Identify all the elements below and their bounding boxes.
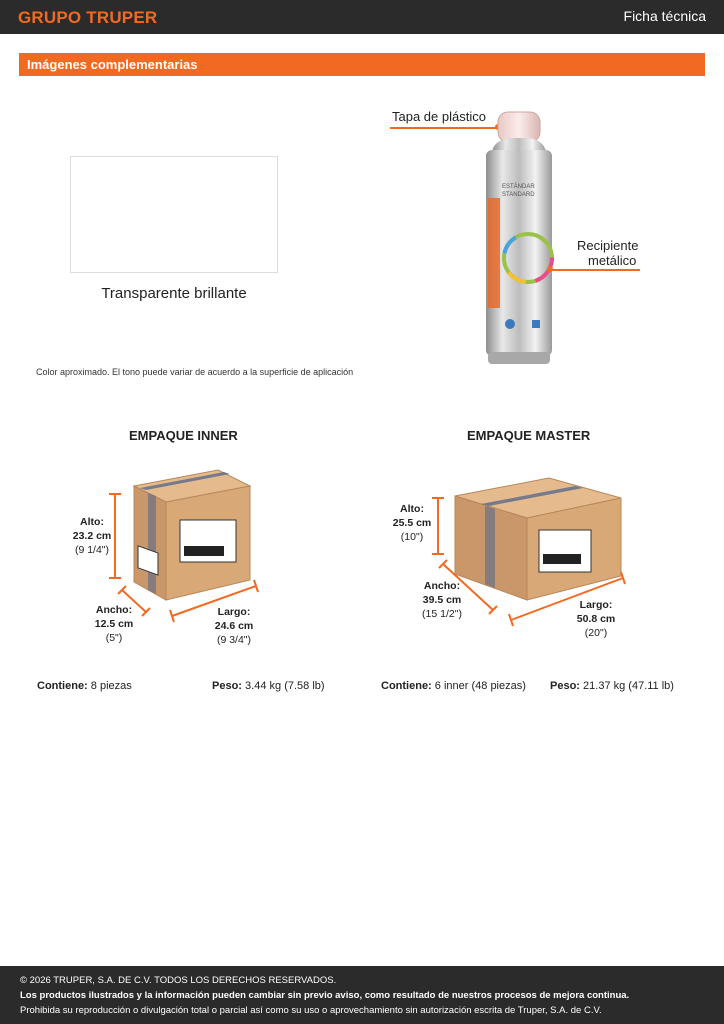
section-title: Imágenes complementarias	[27, 57, 198, 72]
inner-pack-title: EMPAQUE INNER	[129, 428, 238, 443]
master-weight-kg: 21.37 kg	[583, 680, 626, 692]
inner-weight-lb: (7.58 lb)	[284, 680, 325, 692]
master-weight-lb: (47.11 lb)	[628, 680, 674, 692]
master-alto-in: (10")	[400, 531, 424, 543]
can-print-standard-en: STANDARD	[502, 192, 535, 198]
master-contains-value: 6 inner (48 piezas)	[434, 680, 526, 692]
can-print-standard-es: ESTÁNDAR	[502, 184, 535, 190]
body-callout-dot	[547, 266, 553, 272]
master-alto-cm: 25.5 cm	[392, 517, 432, 529]
inner-largo-cm: 24.6 cm	[214, 620, 254, 632]
body-callout-line	[550, 269, 640, 271]
master-ancho-cm: 39.5 cm	[422, 594, 462, 606]
inner-weight	[212, 680, 325, 692]
spray-can-icon	[480, 108, 558, 370]
master-weight-label: Peso:	[550, 680, 580, 692]
inner-ancho	[84, 603, 144, 645]
inner-alto-in: (9 1/4")	[74, 544, 110, 556]
footer	[0, 966, 724, 1024]
swatch-label: Transparente brillante	[101, 285, 247, 302]
master-largo-cm: 50.8 cm	[576, 613, 616, 625]
inner-weight-label: Peso:	[212, 680, 242, 692]
footer-copyright: © 2026 TRUPER, S.A. DE C.V. TODOS LOS DERECHOS RESERVADOS.	[20, 975, 337, 986]
body-callout-label-1: Recipiente	[577, 238, 639, 253]
master-ancho-in: (15 1/2")	[422, 608, 462, 620]
footer-disclaimer: Los productos ilustrados y la información pueden cambiar sin previo aviso, como resultado de nuestros procesos de mejora continua.	[20, 990, 630, 1001]
master-largo-label: Largo:	[579, 599, 613, 611]
inner-alto-cm: 23.2 cm	[72, 530, 112, 542]
color-note: Color aproximado. El tono puede variar de acuerdo a la superficie de aplicación	[36, 367, 354, 377]
master-contains	[381, 680, 526, 692]
master-weight	[550, 680, 674, 692]
section-header	[19, 53, 705, 76]
document-type: Ficha técnica	[623, 8, 706, 24]
master-pack-title: EMPAQUE MASTER	[467, 428, 591, 443]
inner-alto	[62, 515, 122, 557]
master-largo-in: (20")	[584, 627, 608, 639]
brand-logo: GRUPO TRUPER	[18, 8, 158, 27]
master-alto-label: Alto:	[400, 503, 424, 515]
spray-can-image	[480, 108, 558, 370]
master-largo	[566, 598, 626, 640]
top-bar	[0, 0, 724, 34]
inner-ancho-in: (5")	[105, 632, 123, 644]
inner-contains	[37, 680, 132, 692]
inner-ancho-cm: 12.5 cm	[94, 618, 134, 630]
inner-largo-in: (9 3/4")	[216, 634, 252, 646]
inner-alto-label: Alto:	[80, 516, 104, 528]
inner-contains-label: Contiene:	[37, 680, 88, 692]
master-ancho	[410, 579, 474, 621]
color-swatch	[70, 156, 278, 273]
cap-callout-label: Tapa de plástico	[392, 109, 486, 124]
body-callout-label-2: metálico	[588, 253, 637, 268]
footer-prohibition: Prohibida su reproducción o divulgación total o parcial así como su uso o aprovechamiento sin autorización escrita de Truper, S.A. de C.V.	[20, 1005, 602, 1016]
inner-largo-label: Largo:	[217, 606, 251, 618]
inner-contains-value: 8 piezas	[90, 680, 132, 692]
inner-largo	[204, 605, 264, 647]
master-ancho-label: Ancho:	[423, 580, 461, 592]
inner-weight-kg: 3.44 kg	[245, 680, 282, 692]
master-alto	[382, 502, 442, 544]
inner-ancho-label: Ancho:	[95, 604, 133, 616]
master-contains-label: Contiene:	[381, 680, 432, 692]
